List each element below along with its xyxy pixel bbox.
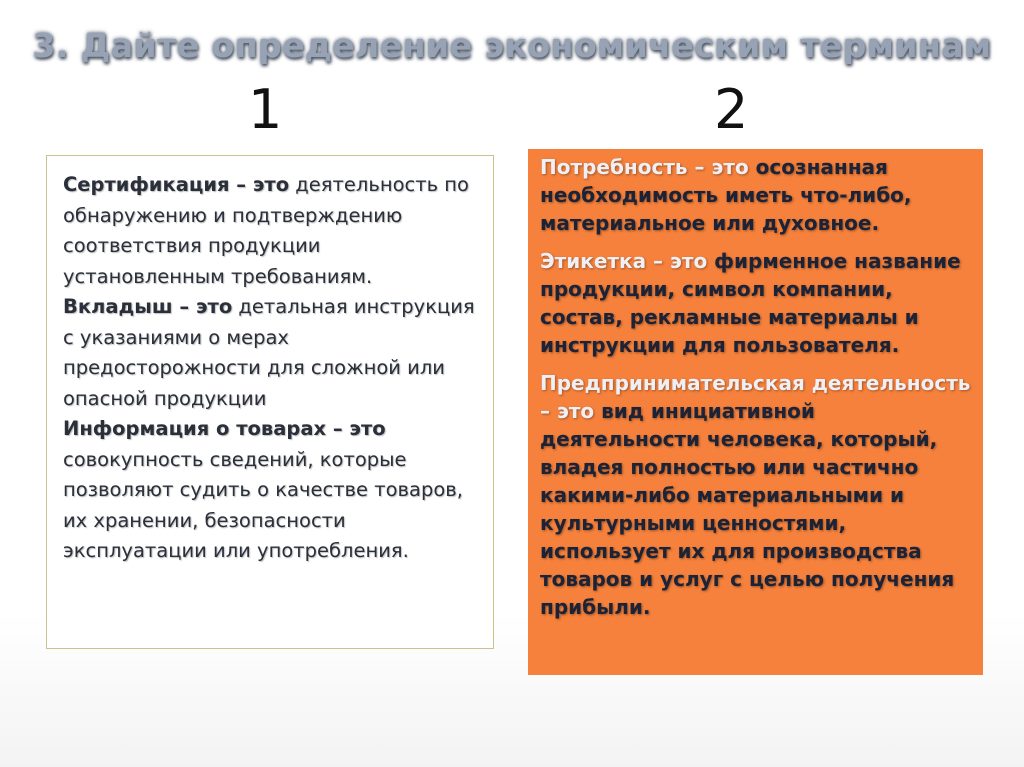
definition-term: Вкладыш – это	[63, 295, 233, 318]
definition-text: деятельность по обнаружению и подтверждению соответствия продукции установленным требованиям.	[63, 173, 469, 288]
definition-text: детальная инструкция с указаниями о мерах предосторожности для сложной или опасной продукции	[63, 295, 475, 410]
definition-text: совокупность сведений, которые позволяют судить о качестве товаров, их хранении, безопасности эксплуатации или употребления.	[63, 447, 463, 562]
definition-entry	[540, 153, 973, 237]
definition-entry	[540, 369, 973, 621]
definition-text: осознанная необходимость иметь что-либо, материальное или духовное.	[540, 155, 912, 235]
definition-entry	[63, 292, 485, 414]
right-definitions-box	[528, 149, 983, 675]
definition-entry	[63, 414, 485, 567]
definition-term: Информация о товарах – это	[63, 417, 386, 440]
definition-entry	[540, 247, 973, 359]
left-definitions-box	[46, 155, 494, 649]
definition-term: Потребность – это	[540, 155, 749, 179]
definition-text: фирменное название продукции, символ компании, состав, рекламные материалы и инструкции для пользователя.	[540, 249, 961, 357]
definition-term: Сертификация – это	[63, 173, 290, 196]
column-number-1: 1	[248, 78, 283, 141]
slide-title: 3. Дайте определение экономическим терминам	[32, 26, 992, 65]
definition-entry	[63, 170, 485, 292]
definition-term: Этикетка – это	[540, 249, 708, 273]
column-number-2: 2	[714, 78, 749, 141]
definition-term: Предпринимательская деятельность – это	[540, 371, 971, 423]
definition-text: вид инициативной деятельности человека, который, владея полностью или частично какими-либо материальными и культурными ценностями, использует их для производства товаров и услуг с целью получения прибыли.	[540, 399, 955, 619]
